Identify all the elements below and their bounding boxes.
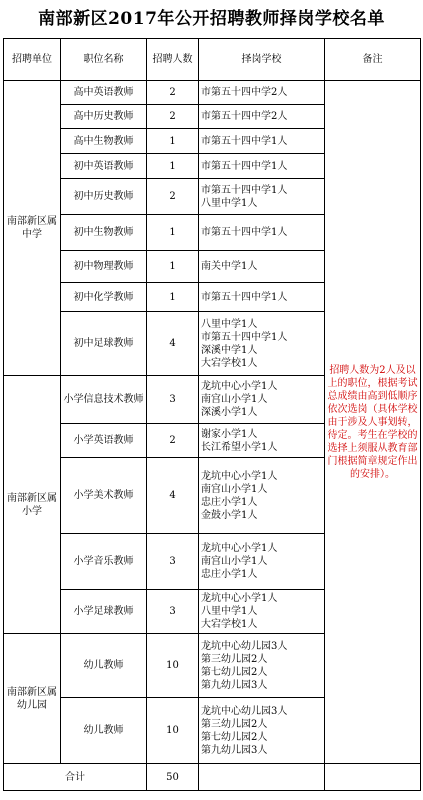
schools-cell [199,251,325,283]
unit-cell: 南部新区属幼儿园 [4,634,61,764]
school-entry: 大宕学校1人 [201,619,258,630]
school-entry: 南关中学1人 [201,261,258,272]
position-cell: 初中足球教师 [61,312,147,376]
schools-cell [199,376,325,424]
school-entry: 第九幼儿园3人 [201,679,268,691]
schools-cell [199,698,325,764]
school-entry: 深溪中学1人 [201,344,258,356]
schools-cell [199,154,325,179]
school-entry: 市第五十四中学1人 [201,160,288,172]
header-row [4,39,421,81]
header-remark: 备注 [325,39,421,81]
school-entry: 第九幼儿园3人 [201,744,268,756]
schools-cell [199,424,325,458]
page-title: 南部新区2017年公开招聘教师择岗学校名单 [38,9,385,29]
schools-cell [199,312,325,376]
count-cell: 1 [147,129,199,154]
school-entry: 忠庄小学1人 [201,569,258,580]
count-cell: 10 [147,634,199,698]
school-entry: 八里中学1人 [201,197,258,209]
count-cell: 1 [147,154,199,179]
school-entry: 龙坑中心幼儿园3人 [201,705,288,717]
count-cell: 1 [147,215,199,251]
header-count: 招聘人数 [147,39,199,81]
school-entry: 金鼓小学1人 [201,509,258,521]
schools-cell [199,179,325,215]
schools-cell [199,634,325,698]
header-position: 职位名称 [61,39,147,81]
school-entry: 第七幼儿园2人 [201,731,268,743]
count-cell: 2 [147,424,199,458]
position-cell: 初中英语教师 [61,154,147,179]
schools-cell [199,534,325,590]
count-cell: 1 [147,251,199,283]
position-cell: 小学美术教师 [61,458,147,534]
school-entry: 市第五十四中学1人 [201,135,288,147]
school-entry: 大宕学校1人 [201,357,258,369]
school-entry: 第三幼儿园2人 [201,653,268,665]
school-entry: 深溪小学1人 [201,407,258,418]
total-count: 50 [147,764,199,791]
position-cell: 小学足球教师 [61,590,147,634]
schools-cell [199,590,325,634]
school-entry: 八里中学1人 [201,606,258,617]
school-entry: 龙坑中心小学1人 [201,593,278,604]
position-cell: 高中历史教师 [61,105,147,129]
header-schools: 择岗学校 [199,39,325,81]
school-entry: 南宫山小学1人 [201,483,268,495]
count-cell: 2 [147,81,199,105]
position-cell: 初中化学教师 [61,283,147,312]
count-cell: 2 [147,105,199,129]
count-cell: 4 [147,312,199,376]
count-cell: 3 [147,376,199,424]
school-entry: 长江希望小学1人 [201,441,278,453]
position-cell: 高中英语教师 [61,81,147,105]
schools-cell [199,105,325,129]
school-entry: 市第五十四中学1人 [201,291,288,303]
school-entry: 龙坑中心小学1人 [201,543,278,554]
school-entry: 第七幼儿园2人 [201,666,268,678]
count-cell: 3 [147,534,199,590]
school-entry: 市第五十四中学2人 [201,87,288,98]
school-entry: 市第五十四中学2人 [201,111,288,122]
total-schools-empty [199,764,325,791]
position-cell: 初中历史教师 [61,179,147,215]
school-entry: 市第五十四中学1人 [201,331,288,343]
count-cell: 3 [147,590,199,634]
position-cell: 初中生物教师 [61,215,147,251]
school-entry: 八里中学1人 [201,318,258,330]
count-cell: 2 [147,179,199,215]
school-entry: 忠庄小学1人 [201,496,258,508]
position-cell: 初中物理教师 [61,251,147,283]
unit-cell: 南部新区属中学 [4,81,61,376]
count-cell: 4 [147,458,199,534]
school-entry: 龙坑中心小学1人 [201,470,278,482]
school-entry: 第三幼儿园2人 [201,718,268,730]
total-row [4,764,421,791]
remark-cell: 招聘人数为2人及以上的职位，根据考试总成绩由高到低顺序依次选岗（具体学校由于涉及人事划转，待定。考生在学校的选择上须服从教育部门根据简章规定作出的安排）。 [325,81,421,764]
school-entry: 市第五十四中学1人 [201,227,288,238]
table-row [4,81,421,105]
position-cell: 小学音乐教师 [61,534,147,590]
recruitment-table [3,38,421,791]
schools-cell [199,129,325,154]
unit-cell: 南部新区属小学 [4,376,61,634]
position-cell: 幼儿教师 [61,634,147,698]
school-entry: 南宫山小学1人 [201,394,268,405]
count-cell: 1 [147,283,199,312]
school-entry: 龙坑中心小学1人 [201,381,278,392]
schools-cell [199,283,325,312]
total-label: 合计 [4,764,147,791]
position-cell: 幼儿教师 [61,698,147,764]
count-cell: 10 [147,698,199,764]
schools-cell [199,81,325,105]
schools-cell [199,458,325,534]
school-entry: 谢家小学1人 [201,428,258,440]
position-cell: 小学英语教师 [61,424,147,458]
schools-cell [199,215,325,251]
total-remark-empty [325,764,421,791]
position-cell: 小学信息技术教师 [61,376,147,424]
header-unit: 招聘单位 [4,39,61,81]
school-entry: 龙坑中心幼儿园3人 [201,640,288,652]
position-cell: 高中生物教师 [61,129,147,154]
school-entry: 市第五十四中学1人 [201,184,288,196]
school-entry: 南宫山小学1人 [201,556,268,567]
